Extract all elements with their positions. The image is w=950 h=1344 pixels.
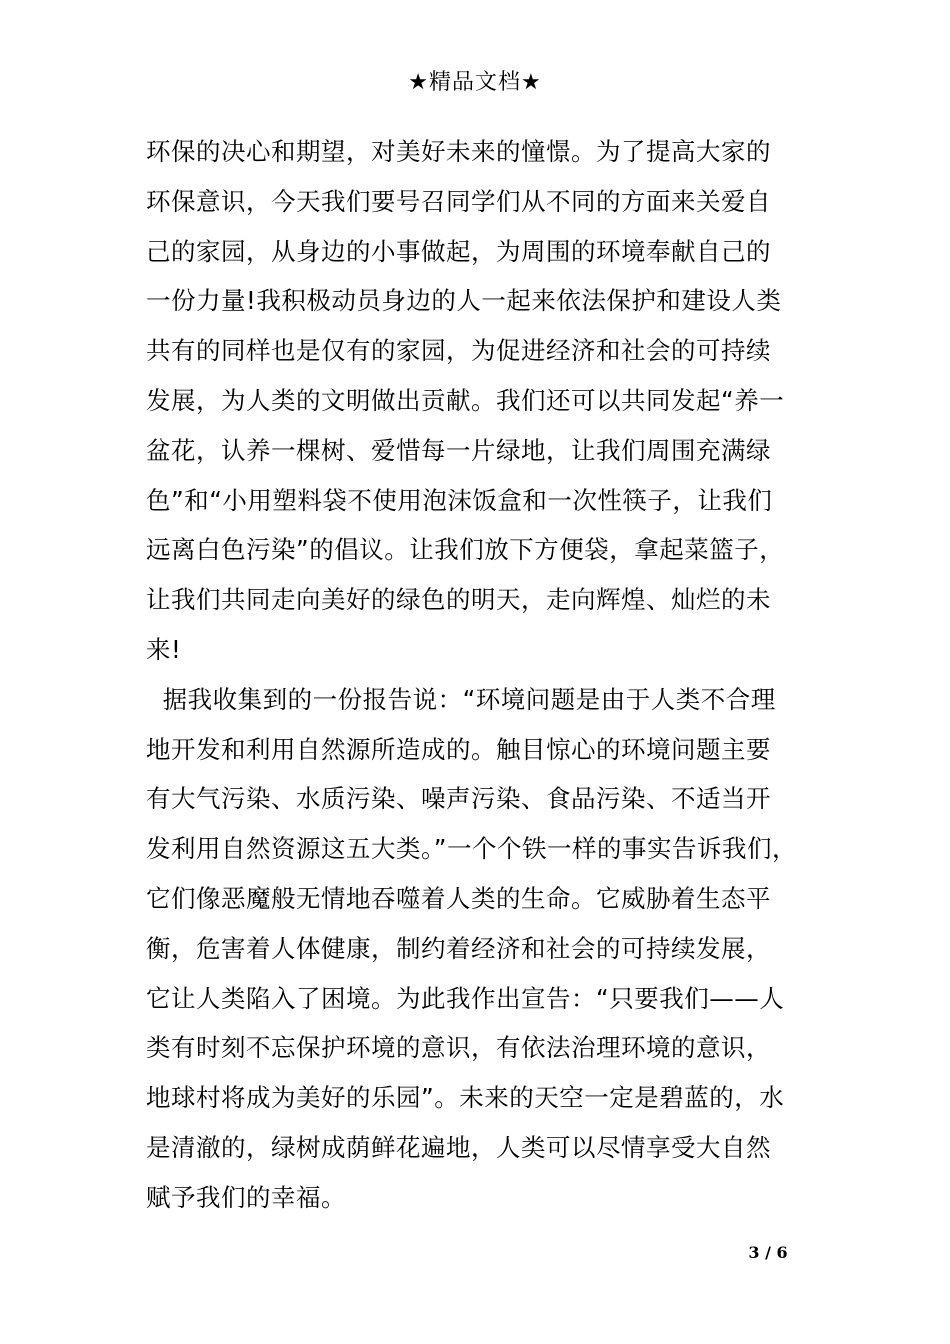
text-line: 赋予我们的幸福。 — [146, 1182, 346, 1212]
text-line: 共有的同样也是仅有的家园，为促进经济和社会的可持续 — [146, 336, 771, 366]
text-line: 让我们共同走向美好的绿色的明天，走向辉煌、灿烂的未 — [146, 585, 771, 615]
text-line: 环保意识，今天我们要号召同学们从不同的方面来关爱自 — [146, 186, 771, 216]
text-line: 它们像恶魔般无情地吞噬着人类的生命。它威胁着生态平 — [146, 883, 771, 913]
text-line: 地开发和利用自然源所造成的。触目惊心的环境问题主要 — [146, 734, 771, 764]
page-header-title: ★精品文档★ — [408, 70, 542, 95]
text-line: 来! — [146, 634, 182, 664]
text-line: 远离白色污染”的倡议。让我们放下方便袋，拿起菜篮子， — [146, 535, 785, 565]
text-line: 环保的决心和期望，对美好未来的憧憬。为了提高大家的 — [146, 137, 771, 166]
text-line: 据我收集到的一份报告说：“环境问题是由于人类不合理 — [146, 684, 776, 714]
text-line: 发利用自然资源这五大类。”一个个铁一样的事实告诉我们， — [146, 834, 797, 864]
text-line: 它让人类陷入了困境。为此我作出宣告：“只要我们——人 — [146, 983, 785, 1013]
text-line: 发展，为人类的文明做出贡献。我们还可以共同发起“养一 — [146, 385, 785, 415]
text-line: 盆花，认养一棵树、爱惜每一片绿地，让我们周围充满绿 — [146, 435, 771, 465]
text-line: 是清澈的，绿树成荫鲜花遍地，人类可以尽情享受大自然 — [146, 1132, 771, 1162]
text-line: 己的家园，从身边的小事做起，为周围的环境奉献自己的 — [146, 236, 771, 266]
body-text — [146, 127, 836, 1223]
page-number: 3 / 6 — [748, 1243, 788, 1262]
text-line: 地球村将成为美好的乐园”。未来的天空一定是碧蓝的，水 — [146, 1083, 785, 1113]
text-line: 类有时刻不忘保护环境的意识，有依法治理环境的意识， — [146, 1033, 771, 1063]
text-line: 色”和“小用塑料袋不使用泡沫饭盒和一次性筷子，让我们 — [146, 485, 773, 515]
text-line: 有大气污染、水质污染、噪声污染、食品污染、不适当开 — [146, 784, 771, 814]
text-line: 衡，危害着人体健康，制约着经济和社会的可持续发展， — [146, 933, 771, 963]
text-line: 一份力量!我积极动员身边的人一起来依法保护和建设人类 — [146, 286, 782, 316]
